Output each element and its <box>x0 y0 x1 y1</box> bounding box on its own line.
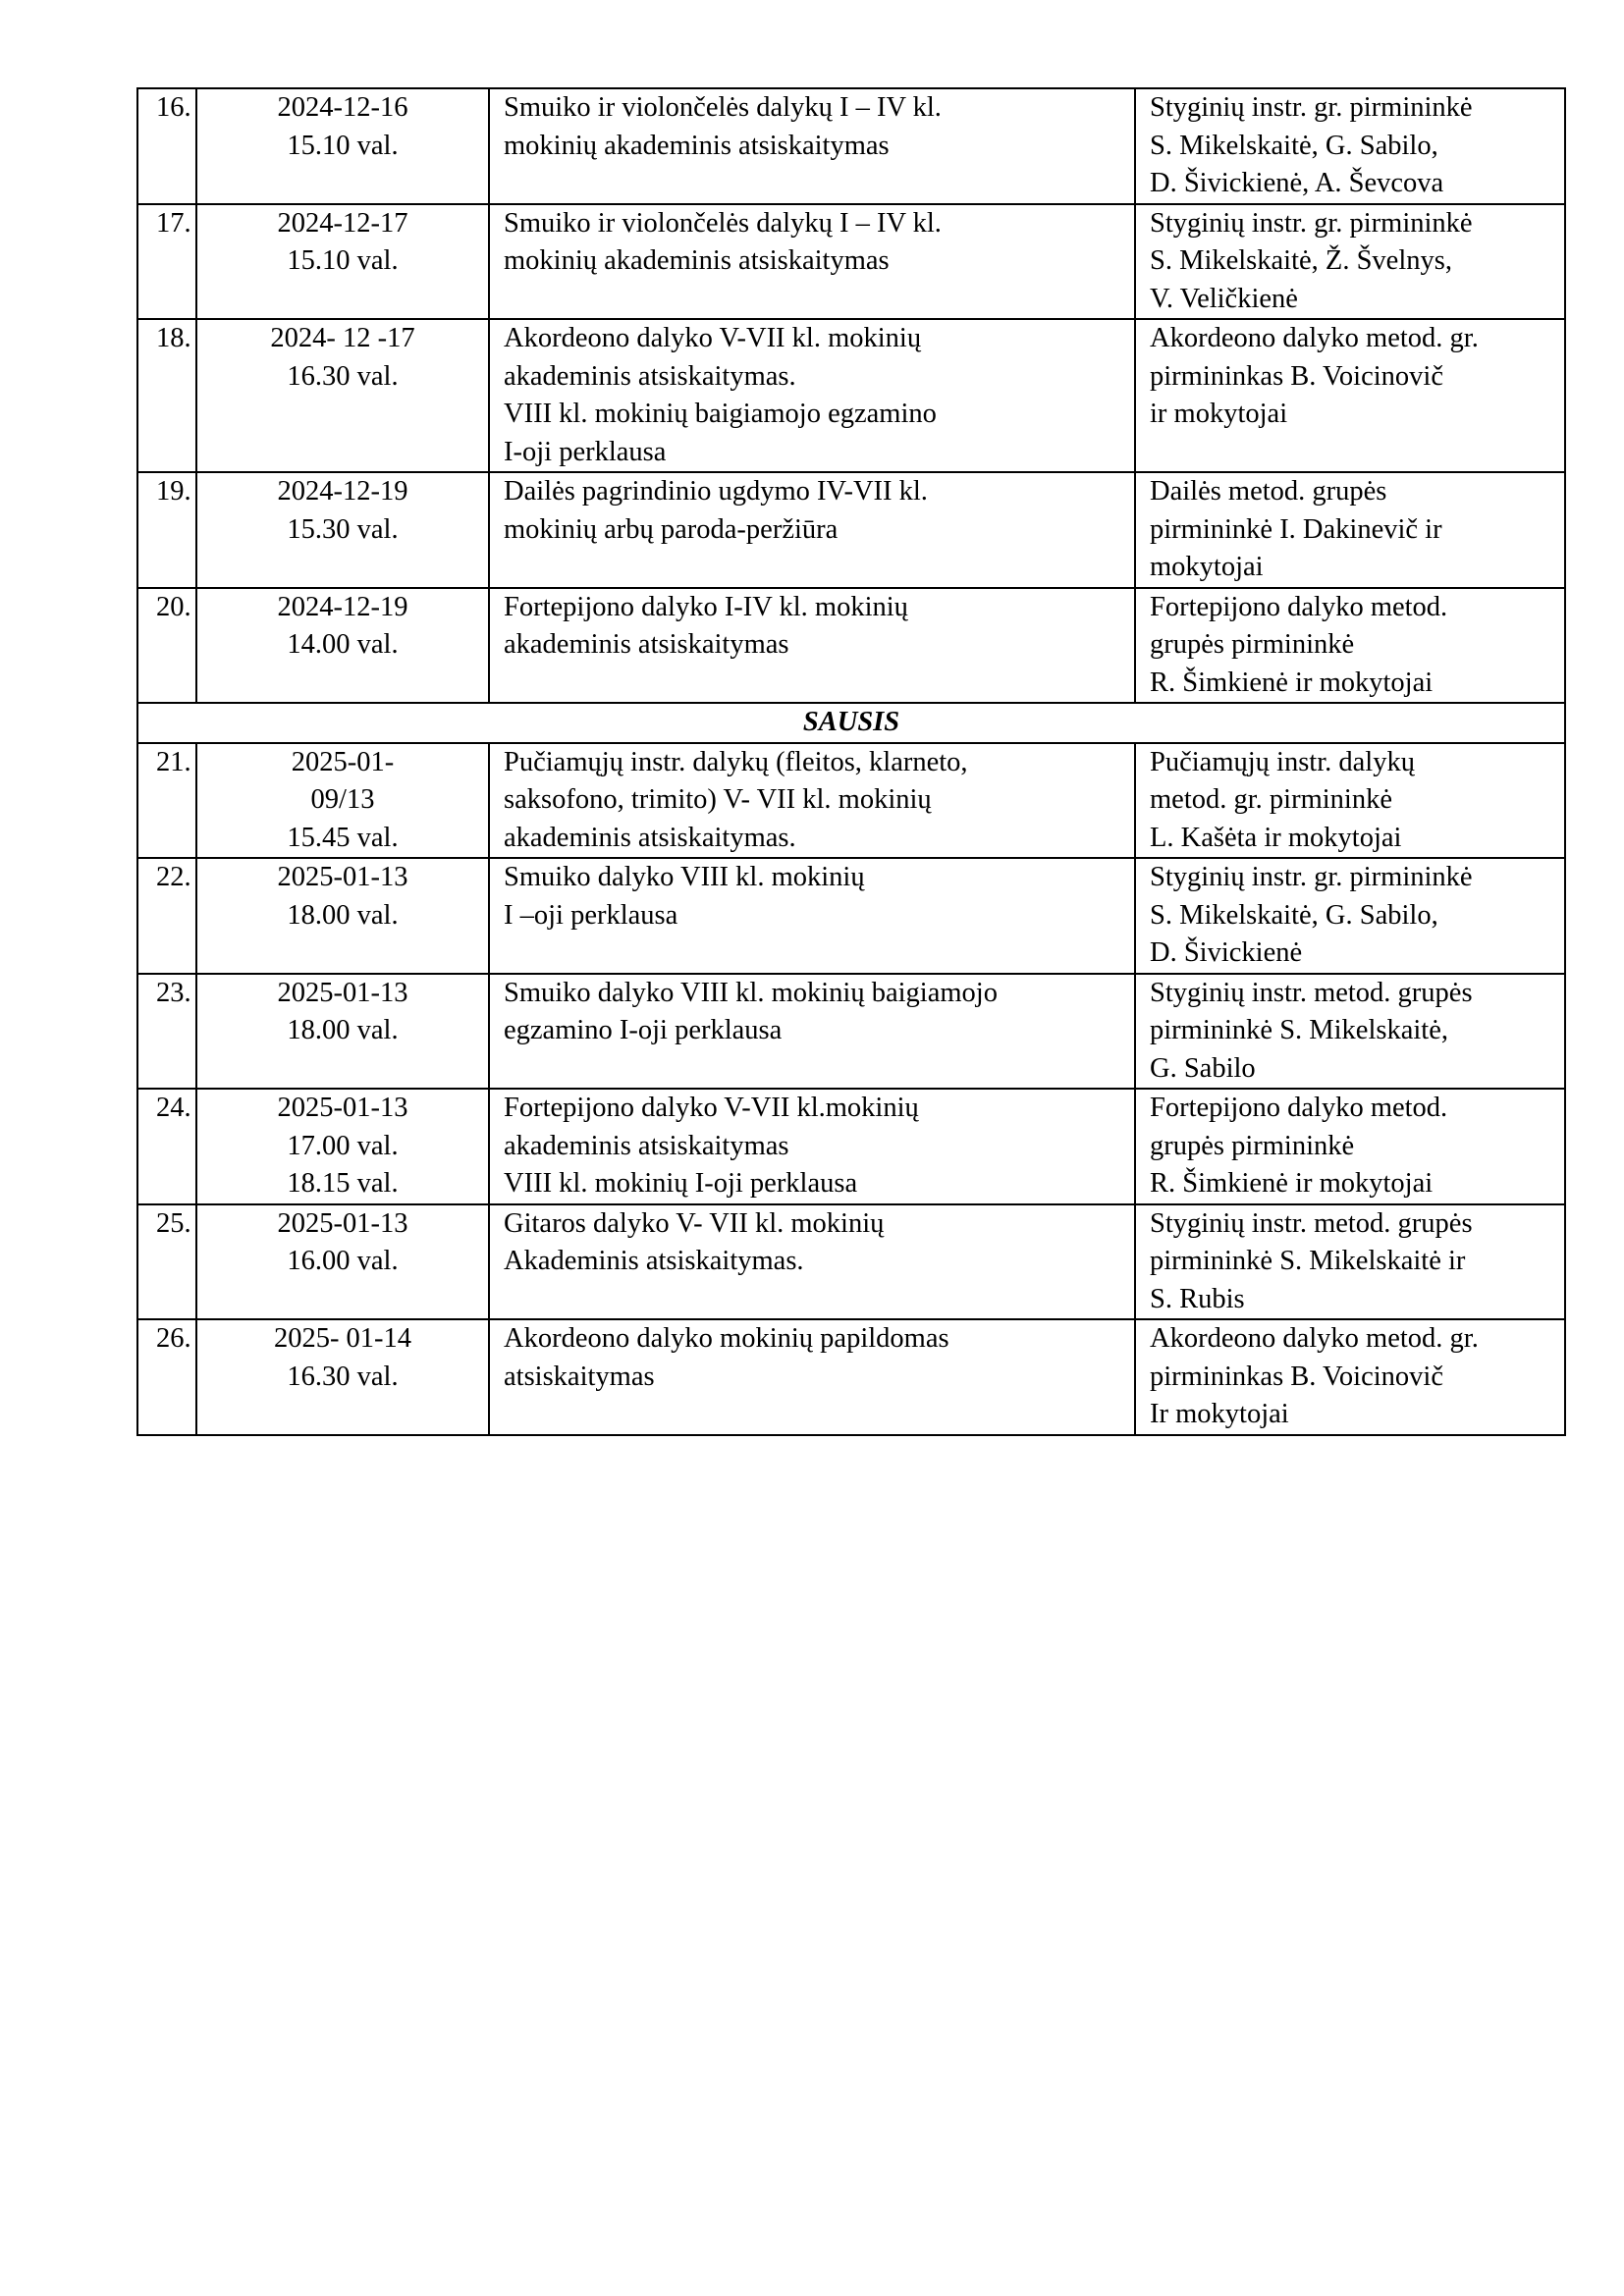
table-row <box>137 472 1565 588</box>
date-cell <box>196 1089 489 1204</box>
responsible-cell-line: Fortepijono dalyko metod. <box>1150 591 1448 622</box>
responsible-cell-line: grupės pirmininkė <box>1150 629 1355 660</box>
responsible-cell-line: S. Mikelskaitė, G. Sabilo, <box>1150 899 1438 931</box>
event-cell-line: Akordeono dalyko V-VII kl. mokinių <box>504 323 922 353</box>
responsible-cell-line: Akordeono dalyko metod. gr. <box>1150 1323 1479 1354</box>
date-cell-line: 18.15 val. <box>287 1168 399 1199</box>
responsible-cell-line: Dailės metod. grupės <box>1150 476 1387 507</box>
event-cell-line: mokinių akademinis atsiskaitymas <box>504 245 890 276</box>
responsible-cell-line: Fortepijono dalyko metod. <box>1150 1093 1448 1123</box>
date-cell <box>196 88 489 204</box>
responsible-cell-line: Ir mokytojai <box>1150 1399 1289 1429</box>
date-cell-line: 2025-01- <box>291 746 395 777</box>
event-cell-line: Smuiko dalyko VIII kl. mokinių baigiamojo <box>504 977 998 1008</box>
responsible-cell-line: G. Sabilo <box>1150 1052 1256 1084</box>
event-cell <box>489 88 1135 204</box>
month-label: SAUSIS <box>137 703 1565 743</box>
responsible-cell-line: R. Šimkienė ir mokytojai <box>1150 667 1434 698</box>
table-row <box>137 204 1565 320</box>
responsible-cell-line: Styginių instr. metod. grupės <box>1150 977 1473 1008</box>
event-cell-line: akademinis atsiskaitymas <box>504 629 789 660</box>
date-cell-line: 2025-01-13 <box>277 1207 408 1239</box>
responsible-cell-line: pirmininkas B. Voicinovič <box>1150 360 1443 392</box>
date-cell-line: 16.30 val. <box>287 1361 399 1392</box>
event-cell <box>489 974 1135 1090</box>
responsible-cell <box>1135 319 1565 472</box>
responsible-cell-line: grupės pirmininkė <box>1150 1130 1355 1161</box>
event-cell <box>489 858 1135 974</box>
responsible-cell-line: D. Šivickienė <box>1150 937 1303 968</box>
event-cell-line: Akordeono dalyko mokinių papildomas <box>504 1323 949 1354</box>
schedule-table <box>136 87 1566 1436</box>
event-cell <box>489 204 1135 320</box>
event-cell-line: Fortepijono dalyko V-VII kl.mokinių <box>504 1093 919 1123</box>
responsible-cell <box>1135 1089 1565 1204</box>
date-cell-line: 15.45 val. <box>287 822 399 853</box>
date-cell-line: 15.10 val. <box>287 130 399 161</box>
event-cell-line: akademinis atsiskaitymas <box>504 1130 789 1161</box>
date-cell-line: 2025-01-13 <box>277 1093 408 1123</box>
responsible-cell-line: S. Rubis <box>1150 1283 1245 1314</box>
date-cell <box>196 974 489 1090</box>
event-cell <box>489 319 1135 472</box>
row-number: 19. <box>137 472 196 588</box>
responsible-cell-line: Styginių instr. gr. pirmininkė <box>1150 862 1473 892</box>
schedule-body <box>137 88 1565 1435</box>
responsible-cell-line: Styginių instr. metod. grupės <box>1150 1207 1473 1239</box>
date-cell-line: 16.30 val. <box>287 360 399 392</box>
date-cell-line: 17.00 val. <box>287 1130 399 1161</box>
table-row <box>137 974 1565 1090</box>
row-number: 20. <box>137 588 196 704</box>
responsible-cell <box>1135 1204 1565 1320</box>
responsible-cell-line: Styginių instr. gr. pirmininkė <box>1150 207 1473 239</box>
responsible-cell-line: Styginių instr. gr. pirmininkė <box>1150 92 1473 123</box>
event-cell-line: egzamino I-oji perklausa <box>504 1015 783 1045</box>
responsible-cell <box>1135 588 1565 704</box>
responsible-cell-line: metod. gr. pirmininkė <box>1150 784 1392 815</box>
event-cell-line: atsiskaitymas <box>504 1361 655 1392</box>
event-cell <box>489 1204 1135 1320</box>
date-cell-line: 2025- 01-14 <box>273 1323 412 1354</box>
event-cell-line: mokinių akademinis atsiskaitymas <box>504 130 890 161</box>
responsible-cell-line: pirmininkė I. Dakinevič ir <box>1150 513 1442 545</box>
event-cell-line: akademinis atsiskaitymas. <box>504 822 796 853</box>
date-cell <box>196 858 489 974</box>
event-cell-line: I-oji perklausa <box>504 436 667 467</box>
event-cell <box>489 588 1135 704</box>
responsible-cell <box>1135 974 1565 1090</box>
event-cell-line: Smuiko ir violončelės dalykų I – IV kl. <box>504 207 942 239</box>
date-cell-line: 15.30 val. <box>287 513 399 545</box>
responsible-cell-line: S. Mikelskaitė, G. Sabilo, <box>1150 130 1438 161</box>
event-cell-line: VIII kl. mokinių I-oji perklausa <box>504 1168 858 1199</box>
date-cell-line: 18.00 val. <box>287 1015 399 1045</box>
row-number: 18. <box>137 319 196 472</box>
date-cell-line: 2025-01-13 <box>277 862 408 892</box>
responsible-cell <box>1135 204 1565 320</box>
date-cell-line: 09/13 <box>310 784 375 815</box>
row-number: 21. <box>137 743 196 859</box>
row-number: 25. <box>137 1204 196 1320</box>
date-cell <box>196 588 489 704</box>
table-row <box>137 1319 1565 1435</box>
table-row <box>137 1204 1565 1320</box>
date-cell-line: 16.00 val. <box>287 1246 399 1276</box>
responsible-cell-line: L. Kašėta ir mokytojai <box>1150 822 1402 853</box>
date-cell <box>196 204 489 320</box>
responsible-cell <box>1135 88 1565 204</box>
responsible-cell-line: V. Veličkienė <box>1150 283 1298 314</box>
table-row <box>137 588 1565 704</box>
event-cell-line: Gitaros dalyko V- VII kl. mokinių <box>504 1207 885 1239</box>
event-cell-line: Dailės pagrindinio ugdymo IV-VII kl. <box>504 476 928 507</box>
date-cell-line: 2024- 12 -17 <box>270 323 415 353</box>
date-cell-line: 2024-12-19 <box>277 591 408 622</box>
responsible-cell-line: pirmininkė S. Mikelskaitė, <box>1150 1015 1448 1045</box>
row-number: 16. <box>137 88 196 204</box>
table-row <box>137 1089 1565 1204</box>
responsible-cell <box>1135 1319 1565 1435</box>
event-cell <box>489 1089 1135 1204</box>
responsible-cell <box>1135 472 1565 588</box>
event-cell <box>489 472 1135 588</box>
row-number: 23. <box>137 974 196 1090</box>
event-cell-line: Pučiamųjų instr. dalykų (fleitos, klarneto, <box>504 746 968 777</box>
date-cell <box>196 472 489 588</box>
responsible-cell-line: ir mokytojai <box>1150 399 1288 429</box>
date-cell-line: 2024-12-19 <box>277 476 408 507</box>
date-cell <box>196 1204 489 1320</box>
row-number: 22. <box>137 858 196 974</box>
responsible-cell <box>1135 858 1565 974</box>
responsible-cell-line: pirmininkas B. Voicinovič <box>1150 1361 1443 1392</box>
event-cell-line: Akademinis atsiskaitymas. <box>504 1246 804 1276</box>
responsible-cell-line: Akordeono dalyko metod. gr. <box>1150 323 1479 353</box>
event-cell-line: saksofono, trimito) V- VII kl. mokinių <box>504 784 932 815</box>
table-row <box>137 743 1565 859</box>
event-cell-line: Smuiko dalyko VIII kl. mokinių <box>504 862 865 892</box>
event-cell-line: akademinis atsiskaitymas. <box>504 360 796 392</box>
table-row <box>137 88 1565 204</box>
event-cell <box>489 1319 1135 1435</box>
responsible-cell-line: mokytojai <box>1150 552 1264 582</box>
date-cell-line: 18.00 val. <box>287 899 399 931</box>
event-cell-line: Fortepijono dalyko I-IV kl. mokinių <box>504 591 908 622</box>
responsible-cell-line: pirmininkė S. Mikelskaitė ir <box>1150 1246 1466 1276</box>
responsible-cell-line: D. Šivickienė, A. Ševcova <box>1150 168 1444 198</box>
date-cell-line: 15.10 val. <box>287 245 399 276</box>
date-cell-line: 2024-12-17 <box>277 207 408 239</box>
responsible-cell <box>1135 743 1565 859</box>
row-number: 26. <box>137 1319 196 1435</box>
month-header-row <box>137 703 1565 743</box>
row-number: 24. <box>137 1089 196 1204</box>
event-cell <box>489 743 1135 859</box>
event-cell-line: VIII kl. mokinių baigiamojo egzamino <box>504 399 937 429</box>
row-number: 17. <box>137 204 196 320</box>
table-row <box>137 319 1565 472</box>
date-cell-line: 2024-12-16 <box>277 92 408 123</box>
date-cell <box>196 743 489 859</box>
event-cell-line: mokinių arbų paroda-peržiūra <box>504 513 839 545</box>
event-cell-line: I –oji perklausa <box>504 899 678 931</box>
responsible-cell-line: S. Mikelskaitė, Ž. Švelnys, <box>1150 245 1452 276</box>
date-cell <box>196 319 489 472</box>
event-cell-line: Smuiko ir violončelės dalykų I – IV kl. <box>504 92 942 123</box>
date-cell-line: 14.00 val. <box>287 629 399 660</box>
responsible-cell-line: Pučiamųjų instr. dalykų <box>1150 746 1415 777</box>
date-cell-line: 2025-01-13 <box>277 977 408 1008</box>
date-cell <box>196 1319 489 1435</box>
table-row <box>137 858 1565 974</box>
responsible-cell-line: R. Šimkienė ir mokytojai <box>1150 1168 1434 1199</box>
